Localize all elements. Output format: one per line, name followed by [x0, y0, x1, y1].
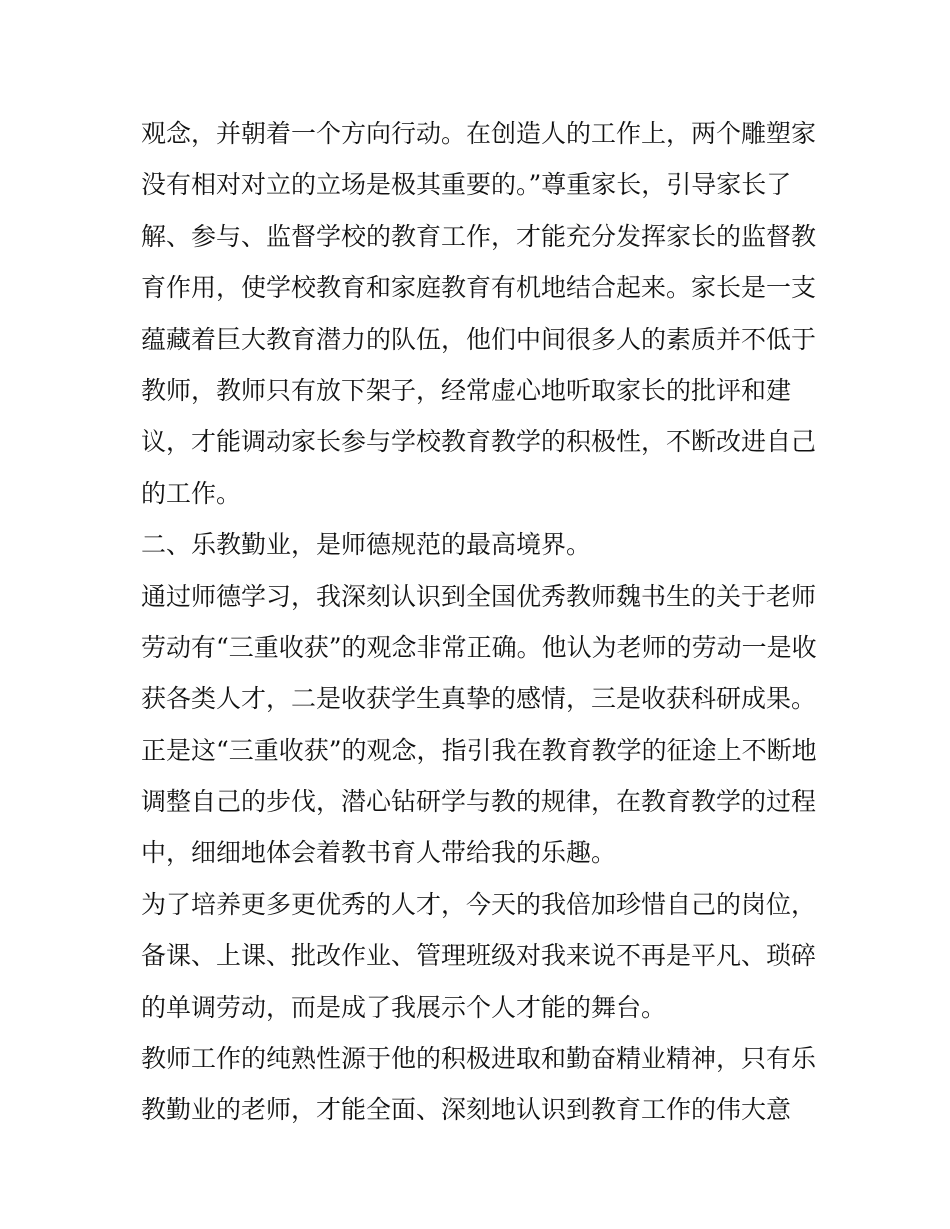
text-line: 通过师德学习，我深刻认识到全国优秀教师魏书生的关于老师	[141, 581, 817, 611]
text-line: 备课、上课、批改作业、管理班级对我来说不再是平凡、琐碎	[141, 941, 817, 971]
text-line: 观念，并朝着一个方向行动。在创造人的工作上，两个雕塑家	[141, 119, 817, 148]
text-line: 蕴藏着巨大教育潜力的队伍，他们中间很多人的素质并不低于	[141, 324, 817, 354]
text-line: 调整自己的步伐，潜心钻研学与教的规律，在教育教学的过程	[141, 787, 817, 817]
text-line: 的工作。	[141, 478, 242, 508]
section-heading: 二、乐教勤业，是师德规范的最高境界。	[141, 530, 592, 560]
text-line: 解、参与、监督学校的教育工作，才能充分发挥家长的监督教	[141, 221, 817, 251]
text-line: 育作用，使学校教育和家庭教育有机地结合起来。家长是一支	[141, 273, 817, 303]
text-line: 教勤业的老师，才能全面、深刻地认识到教育工作的伟大意	[141, 1095, 792, 1125]
text-line: 教师，教师只有放下架子，经常虚心地听取家长的批评和建	[141, 375, 792, 405]
text-line: 教师工作的纯熟性源于他的积极进取和勤奋精业精神，只有乐	[141, 1044, 817, 1074]
text-line: 中，细细地体会着教书育人带给我的乐趣。	[141, 838, 617, 868]
text-line: 为了培养更多更优秀的人才，今天的我倍加珍惜自己的岗位，	[141, 889, 817, 919]
body-text	[141, 108, 821, 1136]
text-line: 议，才能调动家长参与学校教育教学的积极性，不断改进自己	[141, 427, 817, 457]
text-line: 没有相对对立的立场是极其重要的。”尊重家长，引导家长了	[141, 170, 792, 200]
text-line: 的单调劳动，而是成了我展示个人才能的舞台。	[141, 992, 667, 1022]
text-line: 劳动有“三重收获”的观念非常正确。他认为老师的劳动一是收	[141, 632, 817, 662]
text-line: 正是这“三重收获”的观念，指引我在教育教学的征途上不断地	[141, 735, 817, 765]
text-line: 获各类人才，二是收获学生真挚的感情，三是收获科研成果。	[141, 684, 817, 714]
